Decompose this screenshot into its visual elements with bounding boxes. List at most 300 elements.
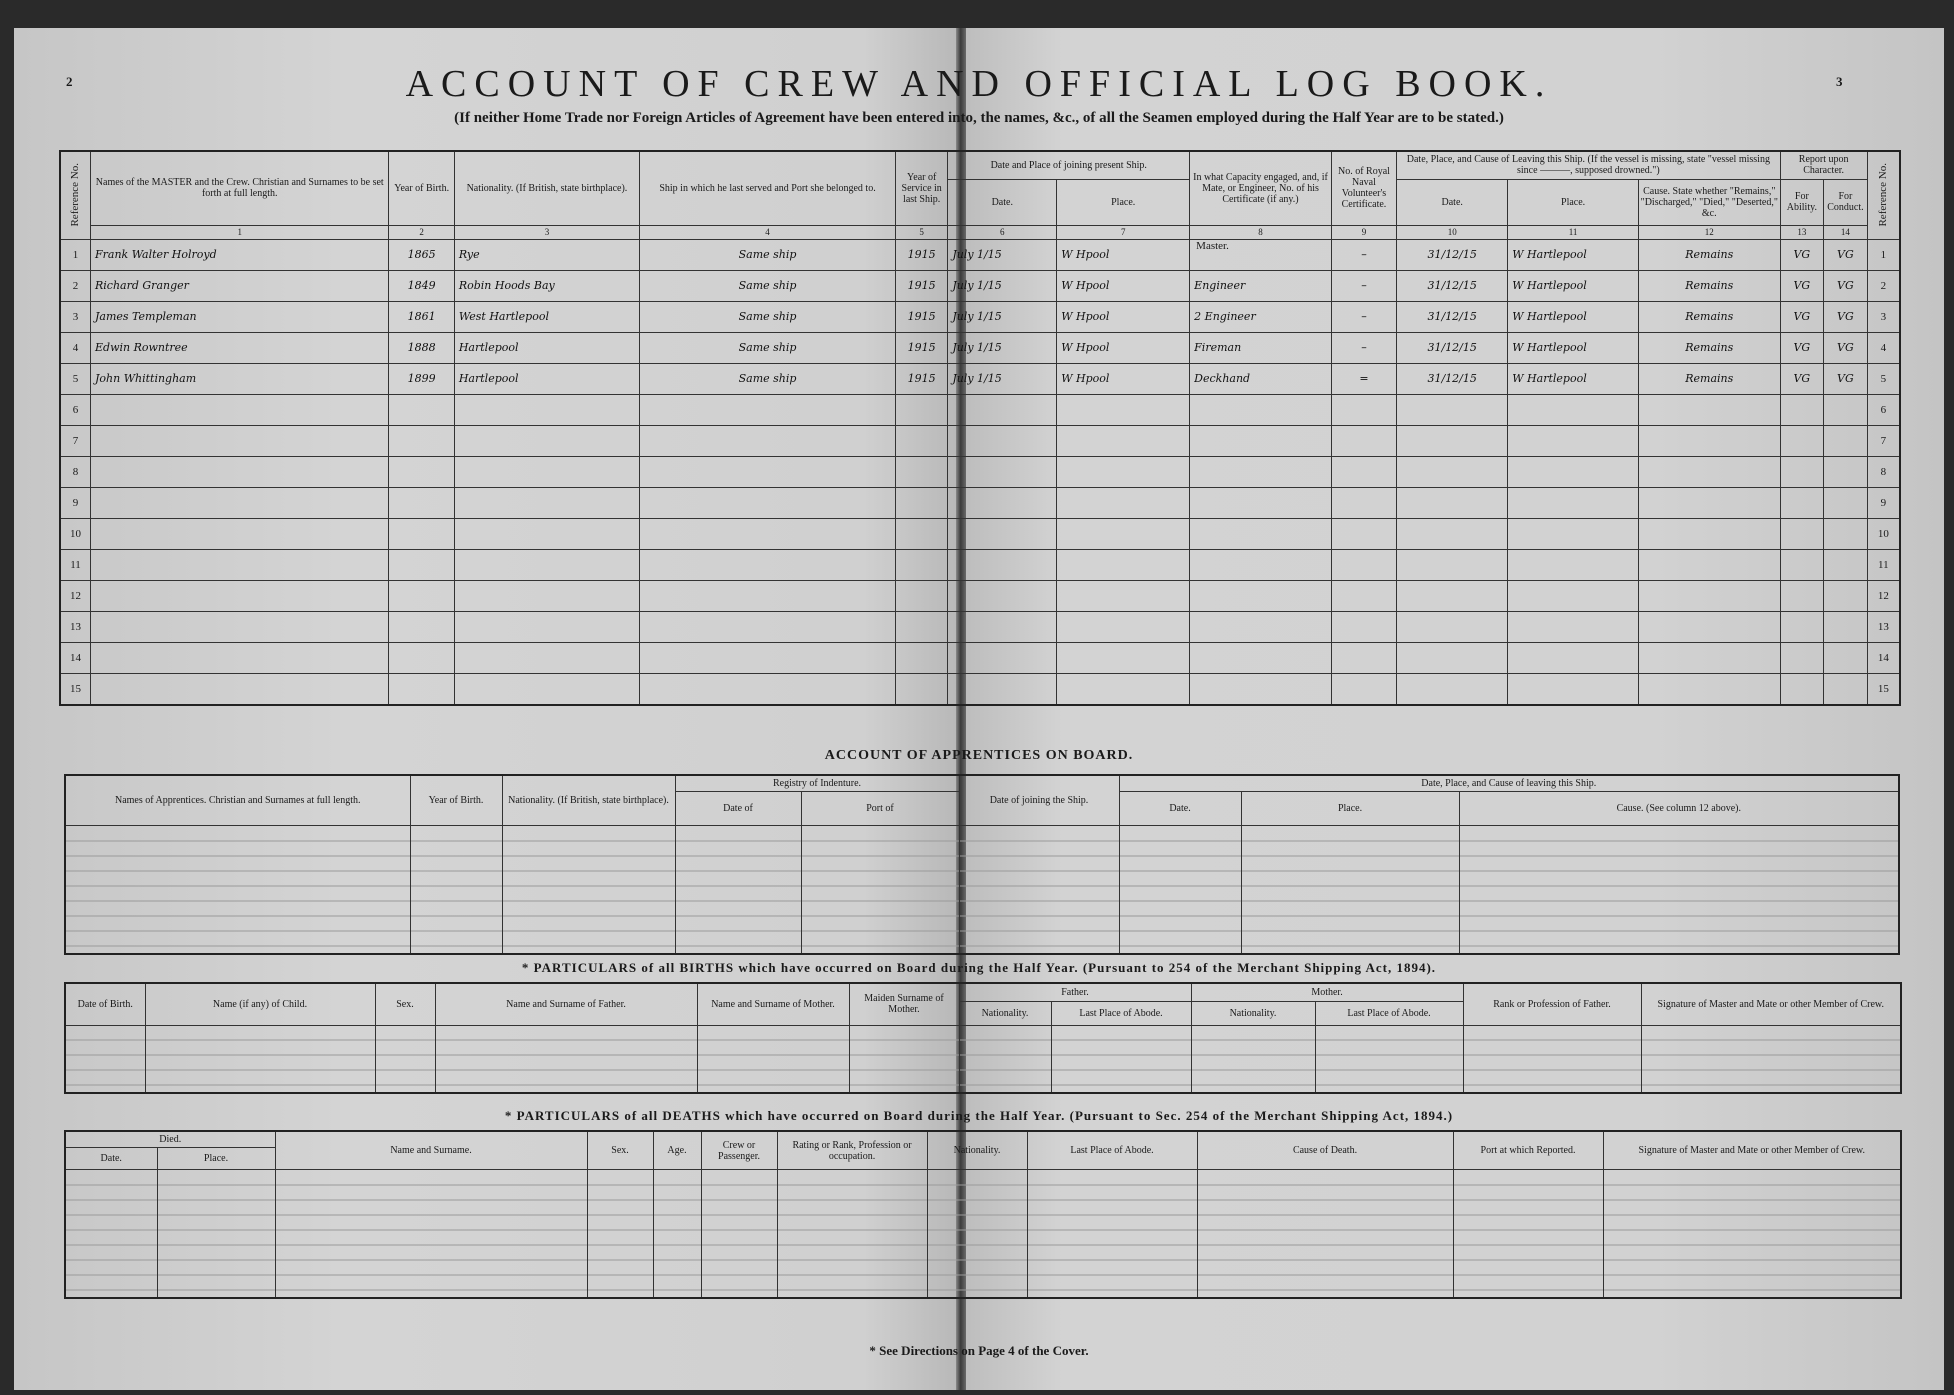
crew-name: Richard Granger xyxy=(91,270,389,301)
year-of-birth xyxy=(389,673,454,705)
ability-report xyxy=(1780,580,1824,611)
capacity: Fireman xyxy=(1190,332,1332,363)
father-name-header: Name and Surname of Father. xyxy=(435,983,697,1025)
naval-cert xyxy=(1331,673,1396,705)
crew-row xyxy=(60,363,1900,394)
conduct-report xyxy=(1824,456,1868,487)
apprentice-cell xyxy=(502,826,675,954)
birth-cell xyxy=(1051,1025,1191,1093)
year-of-birth: 1849 xyxy=(389,270,454,301)
last-ship: Same ship xyxy=(640,239,896,270)
joining-date xyxy=(948,580,1057,611)
joining-header: Date and Place of joining present Ship. xyxy=(948,151,1190,179)
leaving-date xyxy=(1397,642,1508,673)
year-of-service xyxy=(896,425,948,456)
death-cell xyxy=(927,1170,1027,1298)
leaving-date xyxy=(1397,394,1508,425)
leaving-place xyxy=(1508,425,1639,456)
year-of-service: 1915 xyxy=(896,332,948,363)
capacity xyxy=(1190,394,1332,425)
joining-date: July 1/15 xyxy=(948,332,1057,363)
joining-date xyxy=(948,487,1057,518)
capacity xyxy=(1190,518,1332,549)
death-cell xyxy=(1603,1170,1901,1298)
apprentices-table xyxy=(64,774,1900,955)
death-cause-header: Cause of Death. xyxy=(1197,1131,1453,1170)
leaving-cause xyxy=(1638,456,1780,487)
reference-number-right: 8 xyxy=(1867,456,1900,487)
last-ship xyxy=(640,580,896,611)
leaving-place xyxy=(1508,456,1639,487)
conduct-header: For Conduct. xyxy=(1824,179,1868,225)
father-abode-header: Last Place of Abode. xyxy=(1051,1001,1191,1025)
death-cell xyxy=(65,1170,157,1298)
col-number: 11 xyxy=(1508,225,1639,239)
capacity: Deckhand xyxy=(1190,363,1332,394)
footnote: * See Directions on Page 4 of the Cover. xyxy=(869,1343,1089,1358)
conduct-report: VG xyxy=(1824,270,1868,301)
crew-row xyxy=(60,642,1900,673)
joining-place xyxy=(1057,611,1190,642)
year-of-birth xyxy=(389,425,454,456)
ability-report xyxy=(1780,611,1824,642)
crew-row xyxy=(60,580,1900,611)
registry-date-header: Date of xyxy=(675,792,801,826)
birth-cell xyxy=(849,1025,959,1093)
death-name-header: Name and Surname. xyxy=(275,1131,587,1170)
nationality xyxy=(454,518,639,549)
birth-cell xyxy=(145,1025,375,1093)
last-ship xyxy=(640,518,896,549)
reference-number-right: 5 xyxy=(1867,363,1900,394)
nationality xyxy=(454,549,639,580)
naval-cert xyxy=(1331,487,1396,518)
nationality xyxy=(454,487,639,518)
apprentice-joining-header: Date of joining the Ship. xyxy=(959,775,1119,826)
birth-cell xyxy=(375,1025,435,1093)
col-number: 8 xyxy=(1190,225,1332,239)
col-number: 10 xyxy=(1397,225,1508,239)
leaving-date xyxy=(1397,580,1508,611)
joining-place xyxy=(1057,642,1190,673)
apprentice-birth-header: Year of Birth. xyxy=(410,775,502,826)
mother-nationality-header: Nationality. xyxy=(1191,1001,1315,1025)
death-cell xyxy=(1027,1170,1197,1298)
reference-number: 10 xyxy=(60,518,91,549)
leaving-place-header: Place. xyxy=(1508,179,1639,225)
crew-name xyxy=(91,642,389,673)
naval-cert xyxy=(1331,394,1396,425)
last-ship xyxy=(640,456,896,487)
leaving-header: Date, Place, and Cause of Leaving this Ship. (If the vessel is missing, state "vessel missing since ———, supposed drowned.") xyxy=(1397,151,1780,179)
reference-number: 12 xyxy=(60,580,91,611)
joining-place xyxy=(1057,580,1190,611)
capacity xyxy=(1190,580,1332,611)
died-header: Died. xyxy=(65,1131,275,1148)
deaths-title: * PARTICULARS of all DEATHS which have occurred on Board during the Half Year. (Pursuant to Sec. 254 of the Merchant Shipping Act, 1894.) xyxy=(504,1108,1454,1123)
joining-date xyxy=(948,611,1057,642)
deaths-table xyxy=(64,1130,1902,1299)
reference-number-right: 2 xyxy=(1867,270,1900,301)
year-of-service xyxy=(896,673,948,705)
conduct-report xyxy=(1824,394,1868,425)
right-page-number: 3 xyxy=(1836,74,1843,89)
crew-name xyxy=(91,394,389,425)
year-of-birth xyxy=(389,456,454,487)
apprentice-cause-header: Cause. (See column 12 above). xyxy=(1459,792,1899,826)
death-cell xyxy=(777,1170,927,1298)
birth-signature-header: Signature of Master and Mate or other Member of Crew. xyxy=(1641,983,1901,1025)
joining-date xyxy=(948,425,1057,456)
reference-number: 8 xyxy=(60,456,91,487)
death-cell xyxy=(653,1170,701,1298)
nationality xyxy=(454,580,639,611)
joining-place: W Hpool xyxy=(1057,239,1190,270)
conduct-report xyxy=(1824,425,1868,456)
death-cell xyxy=(701,1170,777,1298)
last-ship: Same ship xyxy=(640,363,896,394)
joining-date: July 1/15 xyxy=(948,363,1057,394)
leaving-cause xyxy=(1638,518,1780,549)
naval-cert: = xyxy=(1331,363,1396,394)
conduct-report: VG xyxy=(1824,363,1868,394)
naval-cert: – xyxy=(1331,301,1396,332)
reference-number: 3 xyxy=(60,301,91,332)
registry-port-header: Port of xyxy=(801,792,959,826)
reference-number: 11 xyxy=(60,549,91,580)
ability-report xyxy=(1780,425,1824,456)
ability-report xyxy=(1780,549,1824,580)
naval-header: No. of Royal Naval Volunteer's Certificate. xyxy=(1331,151,1396,225)
joining-place xyxy=(1057,456,1190,487)
capacity xyxy=(1190,549,1332,580)
apprentice-place-header: Place. xyxy=(1241,792,1459,826)
nationality: Rye xyxy=(454,239,639,270)
last-ship xyxy=(640,425,896,456)
leaving-cause: Remains xyxy=(1638,301,1780,332)
apprentice-cell xyxy=(959,826,1119,954)
reference-number-right: 13 xyxy=(1867,611,1900,642)
crew-name: John Whittingham xyxy=(91,363,389,394)
reference-number-right: 4 xyxy=(1867,332,1900,363)
reference-number-right: 14 xyxy=(1867,642,1900,673)
ability-report: VG xyxy=(1780,239,1824,270)
leaving-date: 31/12/15 xyxy=(1397,363,1508,394)
joining-place xyxy=(1057,394,1190,425)
joining-date xyxy=(948,518,1057,549)
year-of-service xyxy=(896,456,948,487)
nationality xyxy=(454,642,639,673)
port-reported-header: Port at which Reported. xyxy=(1453,1131,1603,1170)
crew-name xyxy=(91,580,389,611)
reference-number-right: 11 xyxy=(1867,549,1900,580)
cause-header: Cause. State whether "Remains," "Discharged," "Died," "Deserted," &c. xyxy=(1638,179,1780,225)
leaving-place xyxy=(1508,642,1639,673)
joining-place: W Hpool xyxy=(1057,332,1190,363)
left-page-number: 2 xyxy=(66,74,73,89)
page-subtitle: (If neither Home Trade nor Foreign Articles of Agreement have been entered into, the names, &c., of all the Seamen employed during the Half Year are to be stated.) xyxy=(454,110,1504,126)
crew-row xyxy=(60,456,1900,487)
year-of-birth: 1861 xyxy=(389,301,454,332)
last-ship: Same ship xyxy=(640,332,896,363)
nationality-header: Nationality. (If British, state birthplace). xyxy=(454,151,639,225)
conduct-report xyxy=(1824,642,1868,673)
capacity-header: In what Capacity engaged, and, if Mate, or Engineer, No. of his Certificate (if any.) xyxy=(1190,151,1332,225)
reference-number-right: 9 xyxy=(1867,487,1900,518)
year-of-birth xyxy=(389,518,454,549)
crew-row xyxy=(60,673,1900,705)
year-of-service xyxy=(896,642,948,673)
naval-cert xyxy=(1331,642,1396,673)
father-header: Father. xyxy=(959,983,1191,1001)
death-cell xyxy=(157,1170,275,1298)
leaving-cause xyxy=(1638,394,1780,425)
apprentice-cell xyxy=(1241,826,1459,954)
father-nationality-header: Nationality. xyxy=(959,1001,1051,1025)
naval-cert xyxy=(1331,611,1396,642)
apprentices-title: ACCOUNT OF APPRENTICES ON BOARD. xyxy=(824,748,1134,763)
conduct-report xyxy=(1824,611,1868,642)
last-ship xyxy=(640,642,896,673)
apprentice-cell xyxy=(1459,826,1899,954)
col-number: 5 xyxy=(896,225,948,239)
crew-name xyxy=(91,518,389,549)
crew-row xyxy=(60,611,1900,642)
crew-row xyxy=(60,518,1900,549)
death-age-header: Age. xyxy=(653,1131,701,1170)
capacity xyxy=(1190,673,1332,705)
ability-report xyxy=(1780,673,1824,705)
death-cell xyxy=(275,1170,587,1298)
crew-row xyxy=(60,270,1900,301)
ref-header-right: Reference No. xyxy=(1867,151,1900,239)
year-of-birth: 1888 xyxy=(389,332,454,363)
leaving-date: 31/12/15 xyxy=(1397,239,1508,270)
nationality: Robin Hoods Bay xyxy=(454,270,639,301)
leaving-place: W Hartlepool xyxy=(1508,239,1639,270)
birth-cell xyxy=(65,1025,145,1093)
naval-cert: – xyxy=(1331,239,1396,270)
death-cell xyxy=(1197,1170,1453,1298)
joining-date: July 1/15 xyxy=(948,239,1057,270)
leaving-place: W Hartlepool xyxy=(1508,332,1639,363)
death-cell xyxy=(587,1170,653,1298)
col-number: 9 xyxy=(1331,225,1396,239)
birth-cell xyxy=(697,1025,849,1093)
year-of-service: 1915 xyxy=(896,301,948,332)
nationality xyxy=(454,611,639,642)
names-header: Names of the MASTER and the Crew. Christian and Surnames to be set forth at full length. xyxy=(91,151,389,225)
ability-report: VG xyxy=(1780,270,1824,301)
page-title: ACCOUNT OF CREW AND OFFICIAL LOG BOOK. xyxy=(405,63,1553,105)
year-of-birth xyxy=(389,394,454,425)
capacity xyxy=(1190,642,1332,673)
last-ship: Same ship xyxy=(640,301,896,332)
leaving-date xyxy=(1397,487,1508,518)
capacity xyxy=(1190,611,1332,642)
leaving-cause: Remains xyxy=(1638,363,1780,394)
ref-header: Reference No. xyxy=(60,151,91,239)
birth-date-header: Date of Birth. xyxy=(65,983,145,1025)
leaving-cause: Remains xyxy=(1638,239,1780,270)
leaving-date xyxy=(1397,518,1508,549)
col-number: 2 xyxy=(389,225,454,239)
conduct-report: VG xyxy=(1824,301,1868,332)
apprentice-date-header: Date. xyxy=(1119,792,1241,826)
crew-name xyxy=(91,611,389,642)
year-of-service xyxy=(896,487,948,518)
year-of-service xyxy=(896,549,948,580)
leaving-cause xyxy=(1638,425,1780,456)
conduct-report: VG xyxy=(1824,332,1868,363)
leaving-cause xyxy=(1638,580,1780,611)
last-ship xyxy=(640,487,896,518)
log-book-spread xyxy=(14,28,1944,1390)
births-table xyxy=(64,982,1902,1094)
leaving-place: W Hartlepool xyxy=(1508,363,1639,394)
capacity: Master. xyxy=(1190,239,1332,270)
joining-place xyxy=(1057,487,1190,518)
col-number: 7 xyxy=(1057,225,1190,239)
last-ship xyxy=(640,611,896,642)
capacity: Engineer xyxy=(1190,270,1332,301)
joining-date xyxy=(948,642,1057,673)
year-of-service xyxy=(896,580,948,611)
year-of-birth xyxy=(389,580,454,611)
mother-header: Mother. xyxy=(1191,983,1463,1001)
reference-number: 6 xyxy=(60,394,91,425)
reference-number-right: 3 xyxy=(1867,301,1900,332)
capacity: 2 Engineer xyxy=(1190,301,1332,332)
year-of-birth xyxy=(389,611,454,642)
crew-table xyxy=(59,150,1901,706)
child-name-header: Name (if any) of Child. xyxy=(145,983,375,1025)
leaving-place: W Hartlepool xyxy=(1508,270,1639,301)
capacity xyxy=(1190,456,1332,487)
reference-number: 2 xyxy=(60,270,91,301)
birth-cell xyxy=(435,1025,697,1093)
leaving-date xyxy=(1397,673,1508,705)
leaving-date xyxy=(1397,425,1508,456)
crew-row xyxy=(60,394,1900,425)
apprentice-cell xyxy=(1119,826,1241,954)
col-number: 6 xyxy=(948,225,1057,239)
naval-cert xyxy=(1331,518,1396,549)
reference-number-right: 6 xyxy=(1867,394,1900,425)
last-ship: Same ship xyxy=(640,270,896,301)
reference-number: 9 xyxy=(60,487,91,518)
crew-name xyxy=(91,456,389,487)
leaving-date xyxy=(1397,549,1508,580)
year-of-service xyxy=(896,518,948,549)
year-of-birth: 1865 xyxy=(389,239,454,270)
joining-place: W Hpool xyxy=(1057,270,1190,301)
last-ship-header: Ship in which he last served and Port she belonged to. xyxy=(640,151,896,225)
crew-rows xyxy=(60,239,1900,705)
naval-cert xyxy=(1331,580,1396,611)
birth-cell xyxy=(1641,1025,1901,1093)
crew-row xyxy=(60,487,1900,518)
year-of-birth xyxy=(389,642,454,673)
leaving-date-header: Date. xyxy=(1397,179,1508,225)
reference-number-right: 10 xyxy=(1867,518,1900,549)
year-service-header: Year of Service in last Ship. xyxy=(896,151,948,225)
leaving-place: W Hartlepool xyxy=(1508,301,1639,332)
reference-number: 1 xyxy=(60,239,91,270)
ability-header: For Ability. xyxy=(1780,179,1824,225)
conduct-report xyxy=(1824,487,1868,518)
apprentice-leaving-header: Date, Place, and Cause of leaving this Ship. xyxy=(1119,775,1899,792)
leaving-cause xyxy=(1638,673,1780,705)
ability-report xyxy=(1780,518,1824,549)
crew-row xyxy=(60,239,1900,270)
leaving-place xyxy=(1508,549,1639,580)
last-ship xyxy=(640,549,896,580)
year-birth-header: Year of Birth. xyxy=(389,151,454,225)
joining-place xyxy=(1057,518,1190,549)
conduct-report xyxy=(1824,580,1868,611)
crew-row xyxy=(60,301,1900,332)
birth-cell xyxy=(1191,1025,1315,1093)
year-of-birth xyxy=(389,487,454,518)
leaving-cause xyxy=(1638,611,1780,642)
crew-passenger-header: Crew or Passenger. xyxy=(701,1131,777,1170)
mother-abode-header: Last Place of Abode. xyxy=(1315,1001,1463,1025)
year-of-birth xyxy=(389,549,454,580)
reference-number: 14 xyxy=(60,642,91,673)
crew-name: Frank Walter Holroyd xyxy=(91,239,389,270)
leaving-place xyxy=(1508,518,1639,549)
joining-date xyxy=(948,456,1057,487)
capacity xyxy=(1190,487,1332,518)
conduct-report xyxy=(1824,549,1868,580)
reference-number: 15 xyxy=(60,673,91,705)
reference-number: 5 xyxy=(60,363,91,394)
nationality xyxy=(454,425,639,456)
leaving-place xyxy=(1508,487,1639,518)
joining-date-header: Date. xyxy=(948,179,1057,225)
death-sex-header: Sex. xyxy=(587,1131,653,1170)
crew-name xyxy=(91,487,389,518)
conduct-report xyxy=(1824,673,1868,705)
naval-cert xyxy=(1331,456,1396,487)
col-number: 12 xyxy=(1638,225,1780,239)
joining-place xyxy=(1057,673,1190,705)
naval-cert xyxy=(1331,425,1396,456)
joining-place: W Hpool xyxy=(1057,301,1190,332)
conduct-report xyxy=(1824,518,1868,549)
leaving-cause: Remains xyxy=(1638,270,1780,301)
conduct-report: VG xyxy=(1824,239,1868,270)
ability-report: VG xyxy=(1780,332,1824,363)
joining-place: W Hpool xyxy=(1057,363,1190,394)
apprentice-nationality-header: Nationality. (If British, state birthplace). xyxy=(502,775,675,826)
year-of-service xyxy=(896,611,948,642)
report-header: Report upon Character. xyxy=(1780,151,1867,179)
ability-report xyxy=(1780,456,1824,487)
reference-number: 13 xyxy=(60,611,91,642)
death-signature-header: Signature of Master and Mate or other Member of Crew. xyxy=(1603,1131,1901,1170)
death-nationality-header: Nationality. xyxy=(927,1131,1027,1170)
rank-header: Rank or Profession of Father. xyxy=(1463,983,1641,1025)
leaving-cause: Remains xyxy=(1638,332,1780,363)
joining-date xyxy=(948,549,1057,580)
rating-header: Rating or Rank, Profession or occupation. xyxy=(777,1131,927,1170)
apprentice-cell xyxy=(410,826,502,954)
nationality: West Hartlepool xyxy=(454,301,639,332)
crew-row xyxy=(60,332,1900,363)
reference-number: 4 xyxy=(60,332,91,363)
